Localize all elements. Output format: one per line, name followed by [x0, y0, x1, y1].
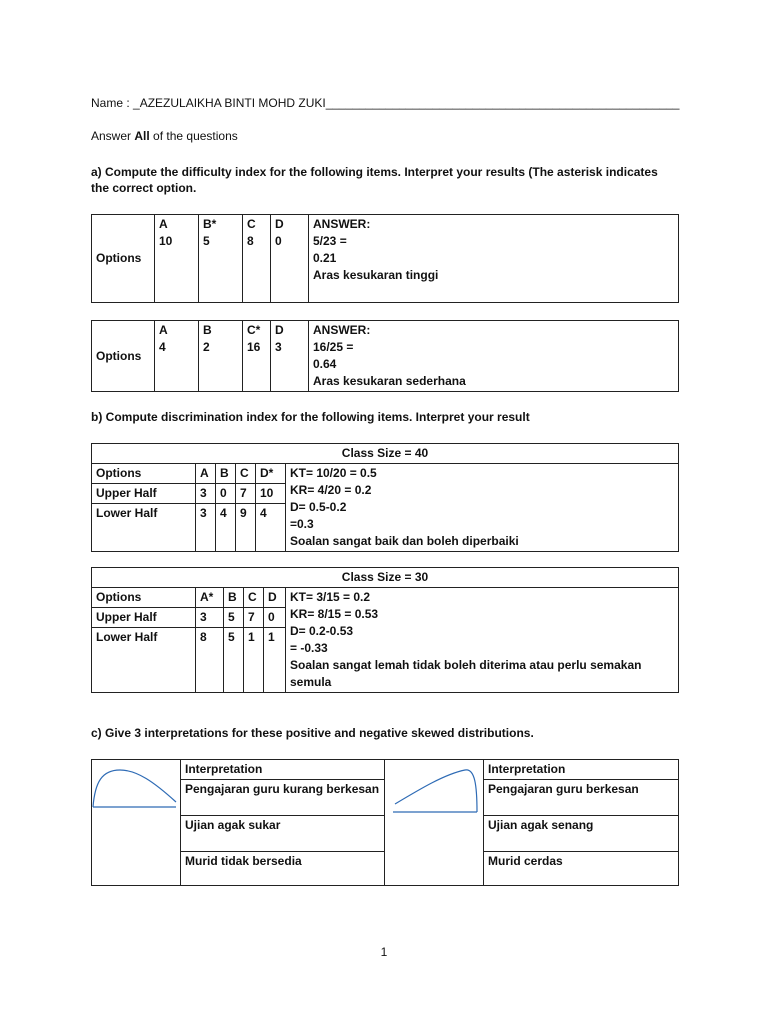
positive-item: Ujian agak sukar: [181, 816, 385, 852]
negative-item: Pengajaran guru berkesan: [484, 780, 679, 816]
instruction-pre: Answer: [91, 129, 135, 143]
question-b: b) Compute discrimination index for the following items. Interpret your result: [91, 410, 530, 424]
lower-half-label: Lower Half: [92, 504, 196, 552]
positive-item: Murid tidak bersedia: [181, 852, 385, 886]
upper-d: 10: [256, 484, 286, 504]
option-cell: A 4: [155, 321, 199, 392]
option-cell: C* 16: [243, 321, 271, 392]
discrimination-table-1: [91, 443, 679, 552]
positive-item: Pengajaran guru kurang berkesan: [181, 780, 385, 816]
name-label: Name :: [91, 96, 134, 110]
upper-half-label: Upper Half: [92, 484, 196, 504]
upper-c: 7: [236, 484, 256, 504]
lower-d: 4: [256, 504, 286, 552]
lower-c: 9: [236, 504, 256, 552]
lower-b: 5: [224, 628, 244, 693]
header-c: C: [236, 464, 256, 484]
negative-skew-curve-icon: [385, 764, 483, 824]
positive-skew-curve-icon: [92, 762, 180, 812]
negative-skew-cell: [385, 760, 484, 886]
option-cell: B* 5: [199, 215, 243, 303]
upper-b: 5: [224, 608, 244, 628]
lower-d: 1: [264, 628, 286, 693]
skew-table: [91, 759, 679, 886]
option-cell: D 0: [271, 215, 309, 303]
lower-a: 8: [196, 628, 224, 693]
question-a-line2: the correct option.: [91, 181, 197, 195]
answer-cell: ANSWER: 16/25 = 0.64 Aras kesukaran sederhana: [309, 321, 679, 392]
instruction-bold: All: [134, 129, 150, 143]
header-options: Options: [92, 464, 196, 484]
option-cell: D 3: [271, 321, 309, 392]
question-a-line1: a) Compute the difficulty index for the following items. Interpret your results (The asterisk indicates: [91, 165, 658, 179]
header-d: D: [264, 588, 286, 608]
negative-item: Ujian agak senang: [484, 816, 679, 852]
upper-c: 7: [244, 608, 264, 628]
header-b: B: [216, 464, 236, 484]
options-label: Options: [92, 321, 155, 392]
question-c: c) Give 3 interpretations for these positive and negative skewed distributions.: [91, 726, 534, 740]
difficulty-table-2: [91, 320, 679, 392]
lower-a: 3: [196, 504, 216, 552]
upper-b: 0: [216, 484, 236, 504]
difficulty-table-1: [91, 214, 679, 303]
answer-cell: KT= 10/20 = 0.5 KR= 4/20 = 0.2 D= 0.5-0.2 =0.3 Soalan sangat baik dan boleh diperbaiki: [286, 464, 679, 552]
option-cell: A 10: [155, 215, 199, 303]
header-c: C: [244, 588, 264, 608]
upper-d: 0: [264, 608, 286, 628]
option-cell: B 2: [199, 321, 243, 392]
negative-interpretation-header: Interpretation: [484, 760, 679, 780]
lower-c: 1: [244, 628, 264, 693]
header-options: Options: [92, 588, 196, 608]
positive-skew-cell: [92, 760, 181, 886]
upper-half-label: Upper Half: [92, 608, 196, 628]
header-d: D*: [256, 464, 286, 484]
page-number: 1: [380, 945, 388, 959]
upper-a: 3: [196, 484, 216, 504]
options-label: Options: [92, 215, 155, 303]
instruction-post: of the questions: [149, 129, 238, 143]
option-cell: C 8: [243, 215, 271, 303]
lower-b: 4: [216, 504, 236, 552]
lower-half-label: Lower Half: [92, 628, 196, 693]
header-a: A: [196, 464, 216, 484]
name-line: [91, 95, 679, 111]
instruction-line: [91, 128, 238, 144]
upper-a: 3: [196, 608, 224, 628]
class-size-title: Class Size = 40: [92, 444, 679, 464]
header-b: B: [224, 588, 244, 608]
class-size-title: Class Size = 30: [92, 568, 679, 588]
positive-interpretation-header: Interpretation: [181, 760, 385, 780]
header-a: A*: [196, 588, 224, 608]
name-value: _AZEZULAIKHA BINTI MOHD ZUKI_____________________________________________________: [133, 96, 680, 110]
negative-item: Murid cerdas: [484, 852, 679, 886]
discrimination-table-2: [91, 567, 679, 693]
answer-cell: ANSWER: 5/23 = 0.21 Aras kesukaran tinggi: [309, 215, 679, 303]
answer-cell: KT= 3/15 = 0.2 KR= 8/15 = 0.53 D= 0.2-0.53 = -0.33 Soalan sangat lemah tidak boleh diterima atau perlu semakan semula: [286, 588, 679, 693]
